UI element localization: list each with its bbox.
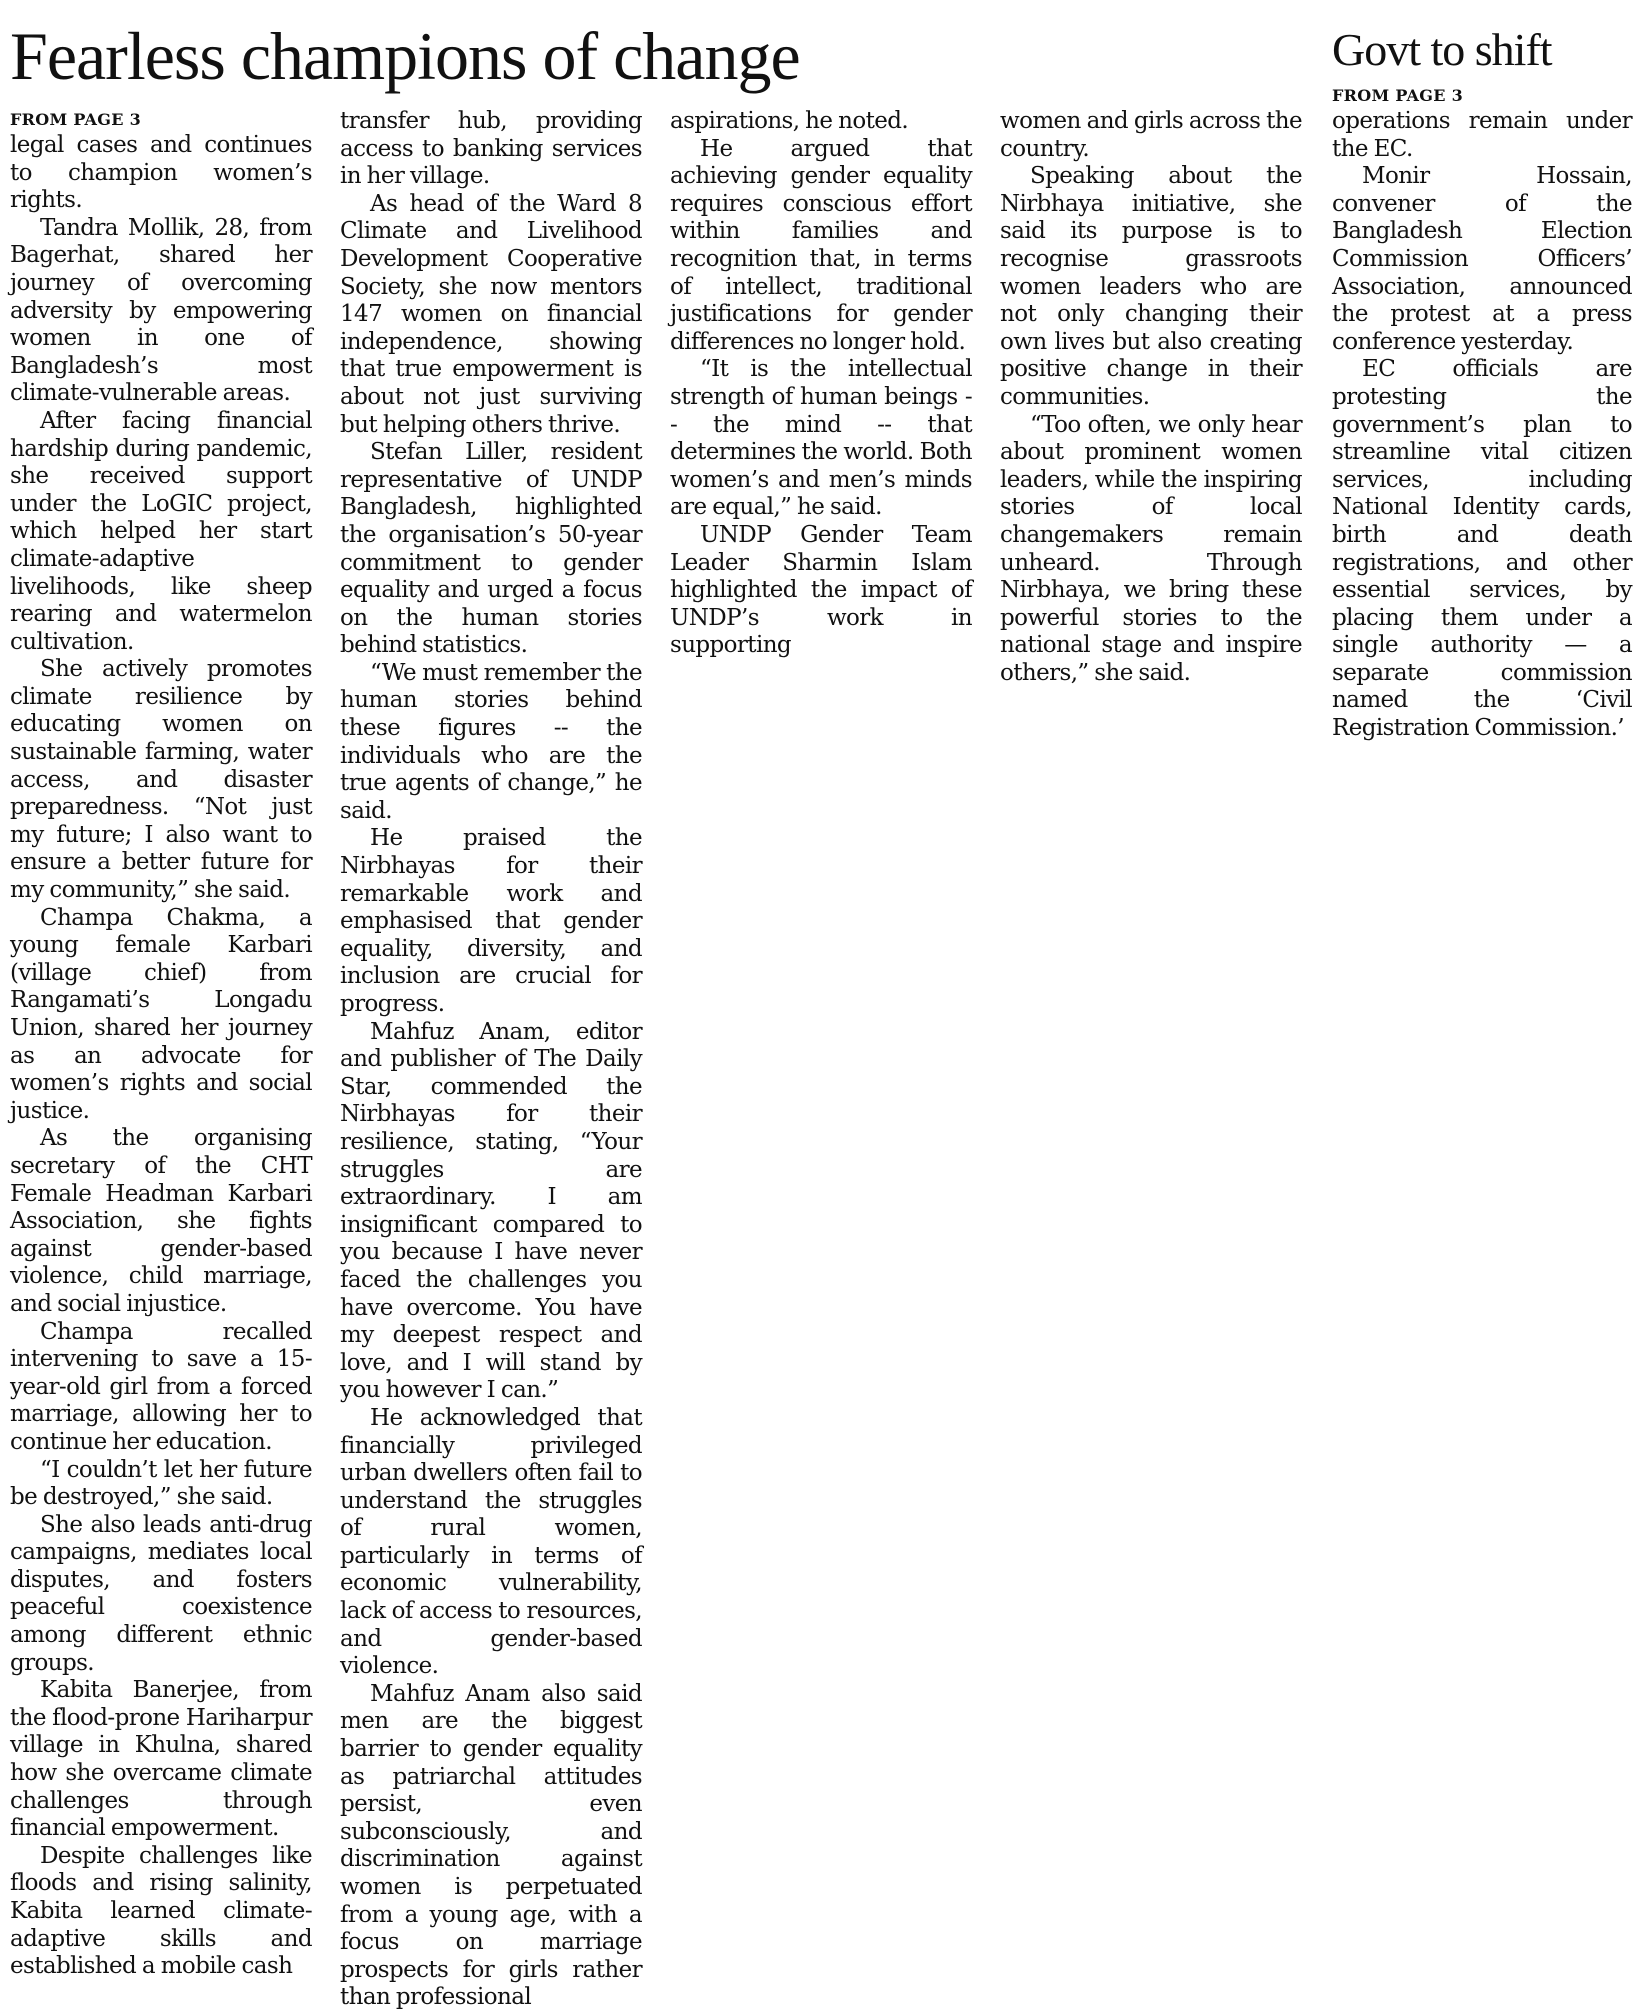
- side-kicker: FROM PAGE 3: [1332, 86, 1464, 105]
- paragraph: Mahfuz Anam also said men are the biggest barrier to gender equality as patriarchal attitudes persist, even subconsciously, and discrimination against women is perpetuated from a young age, with a focus on marriage prospects for girls rather than professional: [340, 1680, 642, 2011]
- paragraph: Stefan Liller, resident representative of UNDP Bangladesh, highlighted the organisation’s 50-year commitment to gender equality and urged a focus on the human stories behind statistics.: [340, 439, 642, 659]
- paragraph: Monir Hossain, convener of the Bangladesh Election Commission Officers’ Association, announced the protest at a press conference yesterday.: [1332, 163, 1632, 355]
- main-column-4: [1000, 108, 1302, 687]
- main-column-3: [670, 108, 972, 660]
- paragraph: “It is the intellectual strength of human beings -- the mind -- that determines the world. Both women’s and men’s minds are equal,” he said.: [670, 356, 972, 521]
- paragraph: Mahfuz Anam, editor and publisher of The Daily Star, commended the Nirbhayas for their resilience, stating, “Your struggles are extraordinary. I am insignificant compared to you because I have never faced the challenges you have overcome. You have my deepest respect and love, and I will stand by you however I can.”: [340, 1018, 642, 1404]
- paragraph: transfer hub, providing access to banking services in her village.: [340, 108, 642, 190]
- paragraph: He argued that achieving gender equality requires conscious effort within families and recognition that, in terms of intellect, traditional justifications for gender differences no longer hold.: [670, 135, 972, 355]
- main-column-1: [10, 132, 312, 1981]
- paragraph: UNDP Gender Team Leader Sharmin Islam highlighted the impact of UNDP’s work in supporting: [670, 521, 972, 659]
- paragraph: Champa recalled intervening to save a 15-year-old girl from a forced marriage, allowing her to continue her education.: [10, 1318, 312, 1455]
- paragraph: Despite challenges like floods and rising salinity, Kabita learned climate-adaptive skills and established a mobile cash: [10, 1842, 312, 1980]
- paragraph: After facing financial hardship during pandemic, she received support under the LoGIC project, which helped her start climate-adaptive livelihoods, like sheep rearing and watermelon cultivation.: [10, 407, 312, 655]
- paragraph: operations remain under the EC.: [1332, 108, 1632, 162]
- main-kicker: FROM PAGE 3: [10, 110, 142, 129]
- paragraph: He praised the Nirbhayas for their remarkable work and emphasised that gender equality, diversity, and inclusion are crucial for progress.: [340, 825, 642, 1017]
- paragraph: As head of the Ward 8 Climate and Livelihood Development Cooperative Society, she now mentors 147 women on financial independence, showing that true empowerment is about not just surviving but helping others thrive.: [340, 190, 642, 438]
- side-column: [1332, 84, 1632, 743]
- paragraph: She also leads anti-drug campaigns, mediates local disputes, and fosters peaceful coexistence among different ethnic groups.: [10, 1511, 312, 1676]
- paragraph: “We must remember the human stories behind these figures -- the individuals who are the true agents of change,” he said.: [340, 659, 642, 824]
- main-column-2: [340, 108, 642, 2012]
- side-headline: Govt to shift: [1332, 24, 1552, 75]
- paragraph: As the organising secretary of the CHT Female Headman Karbari Association, she fights against gender-based violence, child marriage, and social injustice.: [10, 1125, 312, 1317]
- paragraph: He acknowledged that financially privileged urban dwellers often fail to understand the struggles of rural women, particularly in terms of economic vulnerability, lack of access to resources, and gender-based violence.: [340, 1404, 642, 1680]
- paragraph: aspirations, he noted.: [670, 108, 909, 134]
- paragraph: legal cases and continues to champion women’s rights.: [10, 132, 312, 214]
- paragraph: women and girls across the country.: [1000, 108, 1302, 162]
- paragraph: Tandra Mollik, 28, from Bagerhat, shared her journey of overcoming adversity by empowering women in one of Bangladesh’s most climate-vulnerable areas.: [10, 214, 312, 407]
- paragraph: “I couldn’t let her future be destroyed,” she said.: [10, 1456, 312, 1511]
- paragraph: Speaking about the Nirbhaya initiative, she said its purpose is to recognise grassroots women leaders who are not only changing their own lives but also creating positive change in their communities.: [1000, 163, 1302, 410]
- paragraph: EC officials are protesting the government’s plan to streamline vital citizen services, including National Identity cards, birth and death registrations, and other essential services, by placing them under a single authority — a separate commission named the ‘Civil Registration Commission.’: [1332, 356, 1632, 742]
- paragraph: “Too often, we only hear about prominent women leaders, while the inspiring stories of local changemakers remain unheard. Through Nirbhaya, we bring these powerful stories to the national stage and inspire others,” she said.: [1000, 411, 1302, 686]
- paragraph: Kabita Banerjee, from the flood-prone Hariharpur village in Khulna, shared how she overcame climate challenges through financial empowerment.: [10, 1677, 312, 1842]
- paragraph: She actively promotes climate resilience by educating women on sustainable farming, water access, and disaster preparedness. “Not just my future; I also want to ensure a better future for my community,” she said.: [10, 656, 312, 904]
- paragraph: Champa Chakma, a young female Karbari (village chief) from Rangamati’s Longadu Union, shared her journey as an advocate for women’s rights and social justice.: [10, 904, 312, 1124]
- main-headline: Fearless champions of change: [10, 18, 800, 94]
